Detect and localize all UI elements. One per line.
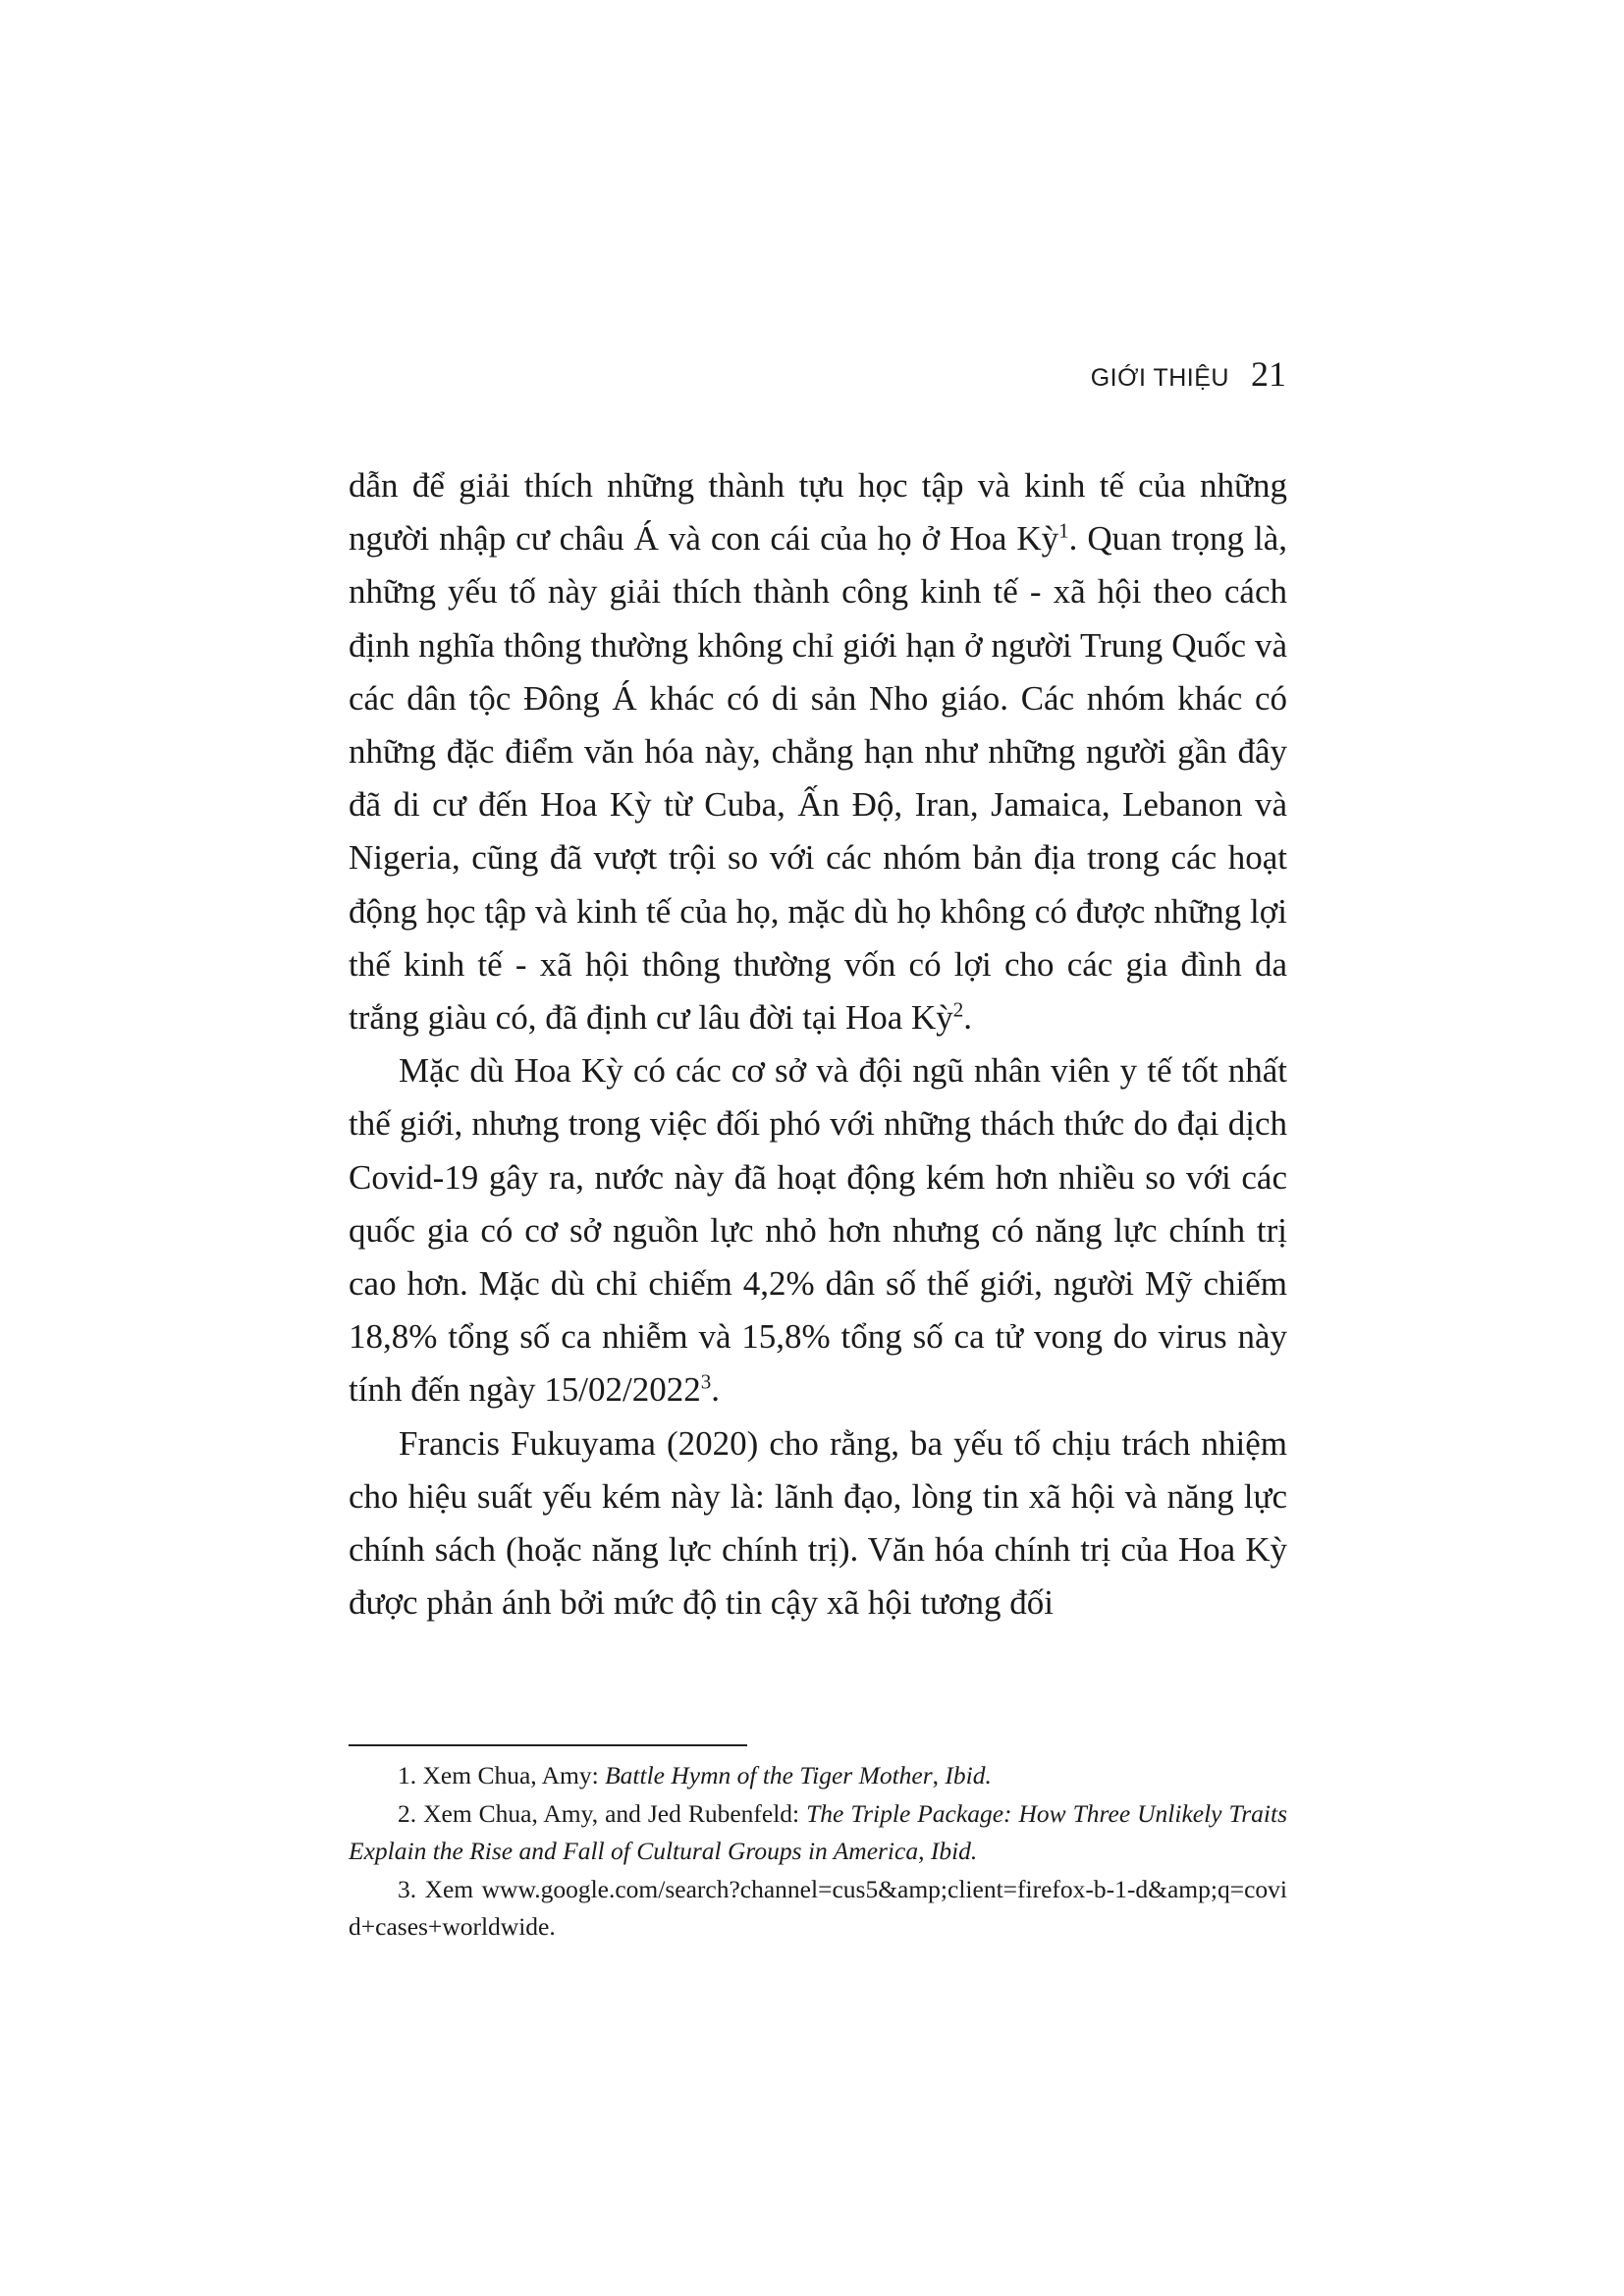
- footnote-lead: Xem: [424, 1874, 482, 1903]
- footnote-separator: ,: [932, 1761, 946, 1789]
- footnote-number: 3.: [398, 1874, 417, 1903]
- paragraph-2: [349, 1044, 1287, 1416]
- paragraph-1-text-c: .: [963, 998, 973, 1038]
- footnote-3: [349, 1871, 1287, 1947]
- footnote-lead: Xem Chua, Amy, and Jed Rubenfeld:: [423, 1798, 807, 1828]
- footnote-ref-3: 3: [700, 1369, 712, 1394]
- footnotes: [349, 1757, 1287, 1947]
- paragraph-1-text-a: dẫn để giải thích những thành tựu học tập và kinh tế của những người nhập cư châu Á và con cái của họ ở Hoa Kỳ: [349, 466, 1287, 559]
- footnote-title: The Triple Package: How Three Unlikely Traits Explain the Rise and Fall of Cultural Groups in America, Ibid.: [349, 1798, 1288, 1865]
- body-text: [349, 459, 1287, 1629]
- paragraph-3: [349, 1417, 1287, 1630]
- footnote-number: 1.: [398, 1761, 417, 1789]
- footnote-2: [349, 1795, 1287, 1871]
- page-number: 21: [1251, 354, 1286, 394]
- paragraph-1-text-b: . Quan trọng là, những yếu tố này giải thích thành công kinh tế - xã hội theo cách định nghĩa thông thường không chỉ giới hạn ở người Trung Quốc và các dân tộc Đông Á khác có di sản Nho giáo. Các nhóm khác có những đặc điểm văn hóa này, chẳng hạn như những người gần đây đã di cư đến Hoa Kỳ từ Cuba, Ấn Độ, Iran, Jamaica, Lebanon và Nigeria, cũng đã vượt trội so với các nhóm bản địa trong các hoạt động học tập và kinh tế của họ, mặc dù họ không có được những lợi thế kinh tế - xã hội thông thường vốn có lợi cho các gia đình da trắng giàu có, đã định cư lâu đời tại Hoa Kỳ: [349, 519, 1287, 1038]
- section-title: GIỚI THIỆU: [1090, 364, 1229, 392]
- footnote-title: Battle Hymn of the Tiger Mother: [605, 1761, 933, 1789]
- footnote-number: 2.: [398, 1798, 417, 1828]
- paragraph-1: [349, 459, 1287, 1044]
- footnote-ref-2: 2: [952, 997, 964, 1022]
- footnote-ref-1: 1: [1058, 518, 1069, 543]
- running-header: [1041, 353, 1286, 400]
- footnote-divider: [349, 1744, 747, 1746]
- footnote-url: www.google.com/search?channel=cus5&amp;client=firefox-b-1-d&amp;q=covid+cases+worldwide.: [349, 1874, 1287, 1941]
- footnote-lead: Xem Chua, Amy:: [422, 1761, 606, 1789]
- footnote-ibid: Ibid.: [945, 1761, 992, 1789]
- paragraph-2-text-a: Mặc dù Hoa Kỳ có các cơ sở và đội ngũ nhân viên y tế tốt nhất thế giới, nhưng trong việc đối phó với những thách thức do đại dịch Covid-19 gây ra, nước này đã hoạt động kém hơn nhiều so với các quốc gia có cơ sở nguồn lực nhỏ hơn nhưng có năng lực chính trị cao hơn. Mặc dù chỉ chiếm 4,2% dân số thế giới, người Mỹ chiếm 18,8% tổng số ca nhiễm và 15,8% tổng số ca tử vong do virus này tính đến ngày 15/02/2022: [349, 1051, 1287, 1410]
- footnote-1: [349, 1757, 1287, 1795]
- paragraph-3-text: Francis Fukuyama (2020) cho rằng, ba yếu tố chịu trách nhiệm cho hiệu suất yếu kém này là: lãnh đạo, lòng tin xã hội và năng lực chính sách (hoặc năng lực chính trị). Văn hóa chính trị của Hoa Kỳ được phản ánh bởi mức độ tin cậy xã hội tương đối: [349, 1423, 1287, 1623]
- paragraph-2-text-b: .: [711, 1370, 720, 1410]
